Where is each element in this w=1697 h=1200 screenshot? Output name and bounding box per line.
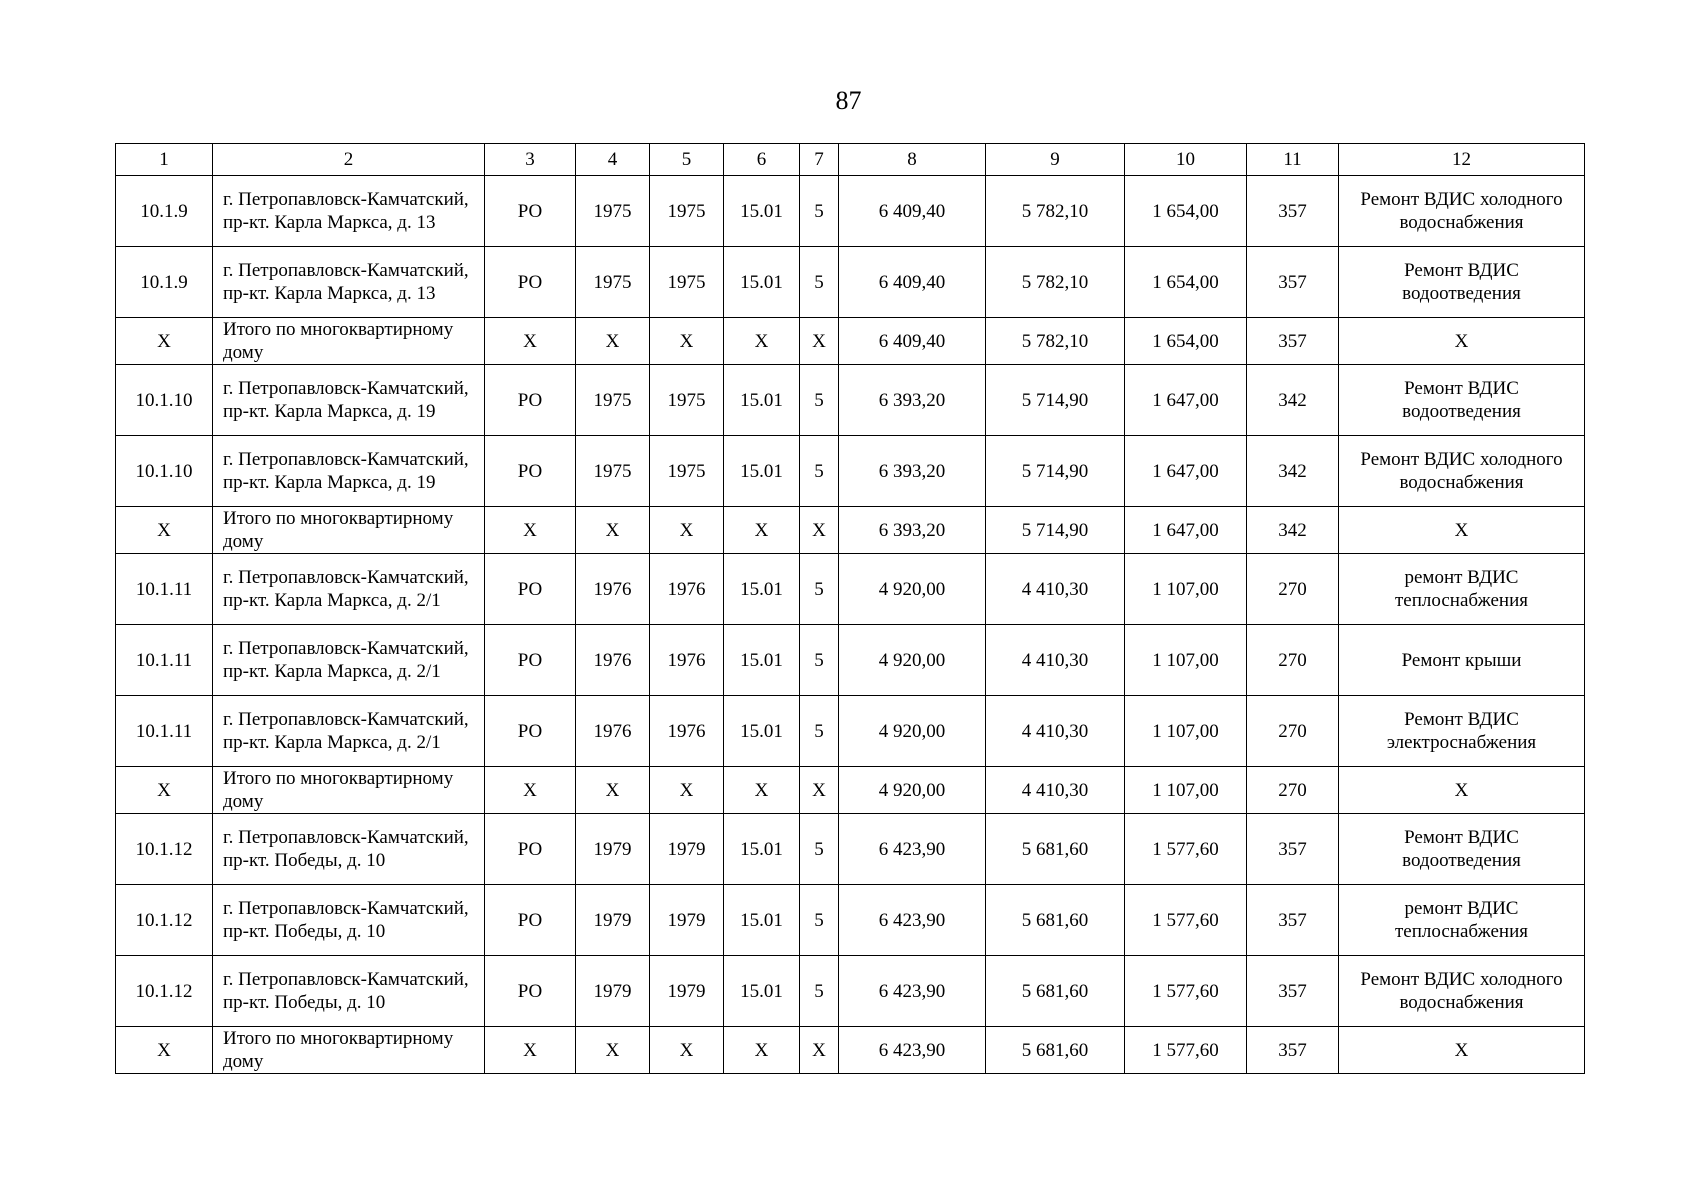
owner-type-cell: РО: [485, 247, 576, 318]
table-row: [116, 176, 1585, 247]
table-row: [116, 247, 1585, 318]
residents-count-cell: 357: [1247, 247, 1339, 318]
year-built-cell: 1979: [576, 885, 650, 956]
work-type-cell: ремонт ВДИС теплоснабжения: [1339, 554, 1585, 625]
non-residential-area-cell: 1 107,00: [1125, 625, 1247, 696]
year-built-cell: 1979: [576, 956, 650, 1027]
year-built-cell: 1975: [576, 176, 650, 247]
year-commissioned-cell: 1975: [650, 176, 724, 247]
page-number: 87: [835, 86, 862, 115]
residential-area-cell: 5 681,60: [986, 956, 1125, 1027]
address-cell: г. Петропавловск-Камчатский, пр-кт. Победы, д. 10: [213, 956, 485, 1027]
table-row: [116, 814, 1585, 885]
address-cell: Итого по многоквартирному дому: [213, 318, 485, 365]
work-type-cell: Ремонт ВДИС холодного водоснабжения: [1339, 176, 1585, 247]
non-residential-area-cell: 1 647,00: [1125, 436, 1247, 507]
non-residential-area-cell: 1 654,00: [1125, 247, 1247, 318]
non-residential-area-cell: 1 577,60: [1125, 1027, 1247, 1074]
residential-area-cell: 5 782,10: [986, 176, 1125, 247]
column-header-5: 5: [650, 144, 724, 176]
residential-area-cell: 4 410,30: [986, 767, 1125, 814]
work-type-cell: Х: [1339, 767, 1585, 814]
year-built-cell: Х: [576, 1027, 650, 1074]
total-area-cell: 6 409,40: [839, 318, 986, 365]
column-header-6: 6: [724, 144, 800, 176]
floors-cell: Х: [800, 1027, 839, 1074]
year-built-cell: 1975: [576, 247, 650, 318]
residents-count-cell: 357: [1247, 318, 1339, 365]
residential-area-cell: 4 410,30: [986, 554, 1125, 625]
residential-area-cell: 5 681,60: [986, 1027, 1125, 1074]
floors-cell: 5: [800, 365, 839, 436]
row-number-cell: 10.1.9: [116, 247, 213, 318]
floors-cell: 5: [800, 956, 839, 1027]
wall-material-cell: 15.01: [724, 365, 800, 436]
non-residential-area-cell: 1 654,00: [1125, 176, 1247, 247]
repair-program-table: [115, 143, 1585, 1074]
wall-material-cell: 15.01: [724, 885, 800, 956]
address-cell: г. Петропавловск-Камчатский, пр-кт. Карла Маркса, д. 2/1: [213, 625, 485, 696]
address-cell: г. Петропавловск-Камчатский, пр-кт. Победы, д. 10: [213, 885, 485, 956]
owner-type-cell: Х: [485, 1027, 576, 1074]
wall-material-cell: Х: [724, 1027, 800, 1074]
work-type-cell: Ремонт крыши: [1339, 625, 1585, 696]
year-commissioned-cell: 1979: [650, 814, 724, 885]
header-row: [116, 144, 1585, 176]
work-type-cell: Ремонт ВДИС водоотведения: [1339, 814, 1585, 885]
owner-type-cell: Х: [485, 507, 576, 554]
table-row: [116, 554, 1585, 625]
residents-count-cell: 357: [1247, 885, 1339, 956]
column-header-11: 11: [1247, 144, 1339, 176]
wall-material-cell: 15.01: [724, 956, 800, 1027]
residents-count-cell: 270: [1247, 625, 1339, 696]
non-residential-area-cell: 1 647,00: [1125, 365, 1247, 436]
table-row: [116, 365, 1585, 436]
wall-material-cell: 15.01: [724, 625, 800, 696]
year-built-cell: 1976: [576, 625, 650, 696]
total-area-cell: 6 393,20: [839, 365, 986, 436]
column-header-7: 7: [800, 144, 839, 176]
non-residential-area-cell: 1 107,00: [1125, 696, 1247, 767]
owner-type-cell: РО: [485, 554, 576, 625]
floors-cell: 5: [800, 696, 839, 767]
owner-type-cell: РО: [485, 436, 576, 507]
table-row: [116, 696, 1585, 767]
residential-area-cell: 5 782,10: [986, 318, 1125, 365]
wall-material-cell: 15.01: [724, 436, 800, 507]
row-number-cell: Х: [116, 507, 213, 554]
year-built-cell: Х: [576, 507, 650, 554]
row-number-cell: 10.1.10: [116, 436, 213, 507]
wall-material-cell: 15.01: [724, 814, 800, 885]
row-number-cell: 10.1.11: [116, 554, 213, 625]
total-area-cell: 6 393,20: [839, 507, 986, 554]
work-type-cell: Ремонт ВДИС холодного водоснабжения: [1339, 956, 1585, 1027]
address-cell: г. Петропавловск-Камчатский, пр-кт. Победы, д. 10: [213, 814, 485, 885]
owner-type-cell: РО: [485, 176, 576, 247]
year-commissioned-cell: 1976: [650, 696, 724, 767]
work-type-cell: Х: [1339, 1027, 1585, 1074]
row-number-cell: Х: [116, 767, 213, 814]
year-built-cell: 1976: [576, 554, 650, 625]
residents-count-cell: 270: [1247, 767, 1339, 814]
total-area-cell: 6 409,40: [839, 176, 986, 247]
year-built-cell: 1976: [576, 696, 650, 767]
row-number-cell: Х: [116, 318, 213, 365]
address-cell: г. Петропавловск-Камчатский, пр-кт. Карла Маркса, д. 19: [213, 365, 485, 436]
year-commissioned-cell: 1975: [650, 247, 724, 318]
year-commissioned-cell: Х: [650, 1027, 724, 1074]
total-area-cell: 6 393,20: [839, 436, 986, 507]
row-number-cell: 10.1.12: [116, 956, 213, 1027]
residents-count-cell: 270: [1247, 696, 1339, 767]
floors-cell: Х: [800, 318, 839, 365]
work-type-cell: Ремонт ВДИС водоотведения: [1339, 247, 1585, 318]
year-built-cell: 1975: [576, 436, 650, 507]
wall-material-cell: 15.01: [724, 554, 800, 625]
residential-area-cell: 5 714,90: [986, 436, 1125, 507]
column-header-10: 10: [1125, 144, 1247, 176]
work-type-cell: Ремонт ВДИС электроснабжения: [1339, 696, 1585, 767]
residents-count-cell: 270: [1247, 554, 1339, 625]
address-cell: Итого по многоквартирному дому: [213, 507, 485, 554]
total-row: [116, 318, 1585, 365]
total-area-cell: 6 423,90: [839, 1027, 986, 1074]
row-number-cell: 10.1.12: [116, 814, 213, 885]
floors-cell: 5: [800, 436, 839, 507]
non-residential-area-cell: 1 107,00: [1125, 767, 1247, 814]
non-residential-area-cell: 1 654,00: [1125, 318, 1247, 365]
table-row: [116, 436, 1585, 507]
address-cell: г. Петропавловск-Камчатский, пр-кт. Карла Маркса, д. 19: [213, 436, 485, 507]
column-header-9: 9: [986, 144, 1125, 176]
year-commissioned-cell: Х: [650, 318, 724, 365]
total-area-cell: 6 423,90: [839, 814, 986, 885]
address-cell: Итого по многоквартирному дому: [213, 1027, 485, 1074]
address-cell: г. Петропавловск-Камчатский, пр-кт. Карла Маркса, д. 13: [213, 176, 485, 247]
residential-area-cell: 5 681,60: [986, 814, 1125, 885]
wall-material-cell: Х: [724, 507, 800, 554]
column-header-2: 2: [213, 144, 485, 176]
owner-type-cell: Х: [485, 318, 576, 365]
total-area-cell: 4 920,00: [839, 625, 986, 696]
total-row: [116, 507, 1585, 554]
owner-type-cell: РО: [485, 696, 576, 767]
floors-cell: 5: [800, 554, 839, 625]
residents-count-cell: 357: [1247, 956, 1339, 1027]
residential-area-cell: 5 782,10: [986, 247, 1125, 318]
year-built-cell: Х: [576, 318, 650, 365]
residents-count-cell: 357: [1247, 814, 1339, 885]
floors-cell: 5: [800, 247, 839, 318]
row-number-cell: 10.1.12: [116, 885, 213, 956]
wall-material-cell: Х: [724, 318, 800, 365]
address-cell: г. Петропавловск-Камчатский, пр-кт. Карла Маркса, д. 13: [213, 247, 485, 318]
floors-cell: Х: [800, 507, 839, 554]
total-area-cell: 6 423,90: [839, 885, 986, 956]
year-commissioned-cell: Х: [650, 767, 724, 814]
owner-type-cell: РО: [485, 956, 576, 1027]
total-area-cell: 4 920,00: [839, 767, 986, 814]
wall-material-cell: Х: [724, 767, 800, 814]
column-header-1: 1: [116, 144, 213, 176]
floors-cell: Х: [800, 767, 839, 814]
floors-cell: 5: [800, 625, 839, 696]
total-area-cell: 6 423,90: [839, 956, 986, 1027]
column-header-12: 12: [1339, 144, 1585, 176]
owner-type-cell: РО: [485, 365, 576, 436]
table-row: [116, 885, 1585, 956]
address-cell: г. Петропавловск-Камчатский, пр-кт. Карла Маркса, д. 2/1: [213, 554, 485, 625]
wall-material-cell: 15.01: [724, 247, 800, 318]
column-header-4: 4: [576, 144, 650, 176]
year-commissioned-cell: 1976: [650, 554, 724, 625]
owner-type-cell: РО: [485, 885, 576, 956]
floors-cell: 5: [800, 176, 839, 247]
address-cell: г. Петропавловск-Камчатский, пр-кт. Карла Маркса, д. 2/1: [213, 696, 485, 767]
non-residential-area-cell: 1 577,60: [1125, 814, 1247, 885]
non-residential-area-cell: 1 577,60: [1125, 956, 1247, 1027]
residential-area-cell: 4 410,30: [986, 625, 1125, 696]
address-cell: Итого по многоквартирному дому: [213, 767, 485, 814]
residential-area-cell: 5 714,90: [986, 365, 1125, 436]
total-row: [116, 767, 1585, 814]
residents-count-cell: 342: [1247, 507, 1339, 554]
work-type-cell: Х: [1339, 318, 1585, 365]
total-area-cell: 4 920,00: [839, 696, 986, 767]
owner-type-cell: РО: [485, 625, 576, 696]
work-type-cell: ремонт ВДИС теплоснабжения: [1339, 885, 1585, 956]
total-area-cell: 6 409,40: [839, 247, 986, 318]
year-commissioned-cell: Х: [650, 507, 724, 554]
column-header-8: 8: [839, 144, 986, 176]
work-type-cell: Х: [1339, 507, 1585, 554]
residential-area-cell: 5 681,60: [986, 885, 1125, 956]
owner-type-cell: Х: [485, 767, 576, 814]
year-commissioned-cell: 1979: [650, 956, 724, 1027]
table-row: [116, 956, 1585, 1027]
year-built-cell: 1975: [576, 365, 650, 436]
wall-material-cell: 15.01: [724, 696, 800, 767]
year-commissioned-cell: 1979: [650, 885, 724, 956]
floors-cell: 5: [800, 814, 839, 885]
table-body: [116, 176, 1585, 1074]
table-row: [116, 625, 1585, 696]
residents-count-cell: 342: [1247, 436, 1339, 507]
column-header-3: 3: [485, 144, 576, 176]
residents-count-cell: 357: [1247, 1027, 1339, 1074]
year-built-cell: 1979: [576, 814, 650, 885]
non-residential-area-cell: 1 647,00: [1125, 507, 1247, 554]
row-number-cell: 10.1.11: [116, 625, 213, 696]
year-commissioned-cell: 1975: [650, 436, 724, 507]
non-residential-area-cell: 1 577,60: [1125, 885, 1247, 956]
total-area-cell: 4 920,00: [839, 554, 986, 625]
floors-cell: 5: [800, 885, 839, 956]
row-number-cell: 10.1.10: [116, 365, 213, 436]
owner-type-cell: РО: [485, 814, 576, 885]
row-number-cell: 10.1.9: [116, 176, 213, 247]
wall-material-cell: 15.01: [724, 176, 800, 247]
work-type-cell: Ремонт ВДИС холодного водоснабжения: [1339, 436, 1585, 507]
year-commissioned-cell: 1976: [650, 625, 724, 696]
residents-count-cell: 357: [1247, 176, 1339, 247]
year-built-cell: Х: [576, 767, 650, 814]
row-number-cell: 10.1.11: [116, 696, 213, 767]
non-residential-area-cell: 1 107,00: [1125, 554, 1247, 625]
residential-area-cell: 5 714,90: [986, 507, 1125, 554]
residents-count-cell: 342: [1247, 365, 1339, 436]
residential-area-cell: 4 410,30: [986, 696, 1125, 767]
year-commissioned-cell: 1975: [650, 365, 724, 436]
total-row: [116, 1027, 1585, 1074]
work-type-cell: Ремонт ВДИС водоотведения: [1339, 365, 1585, 436]
row-number-cell: Х: [116, 1027, 213, 1074]
